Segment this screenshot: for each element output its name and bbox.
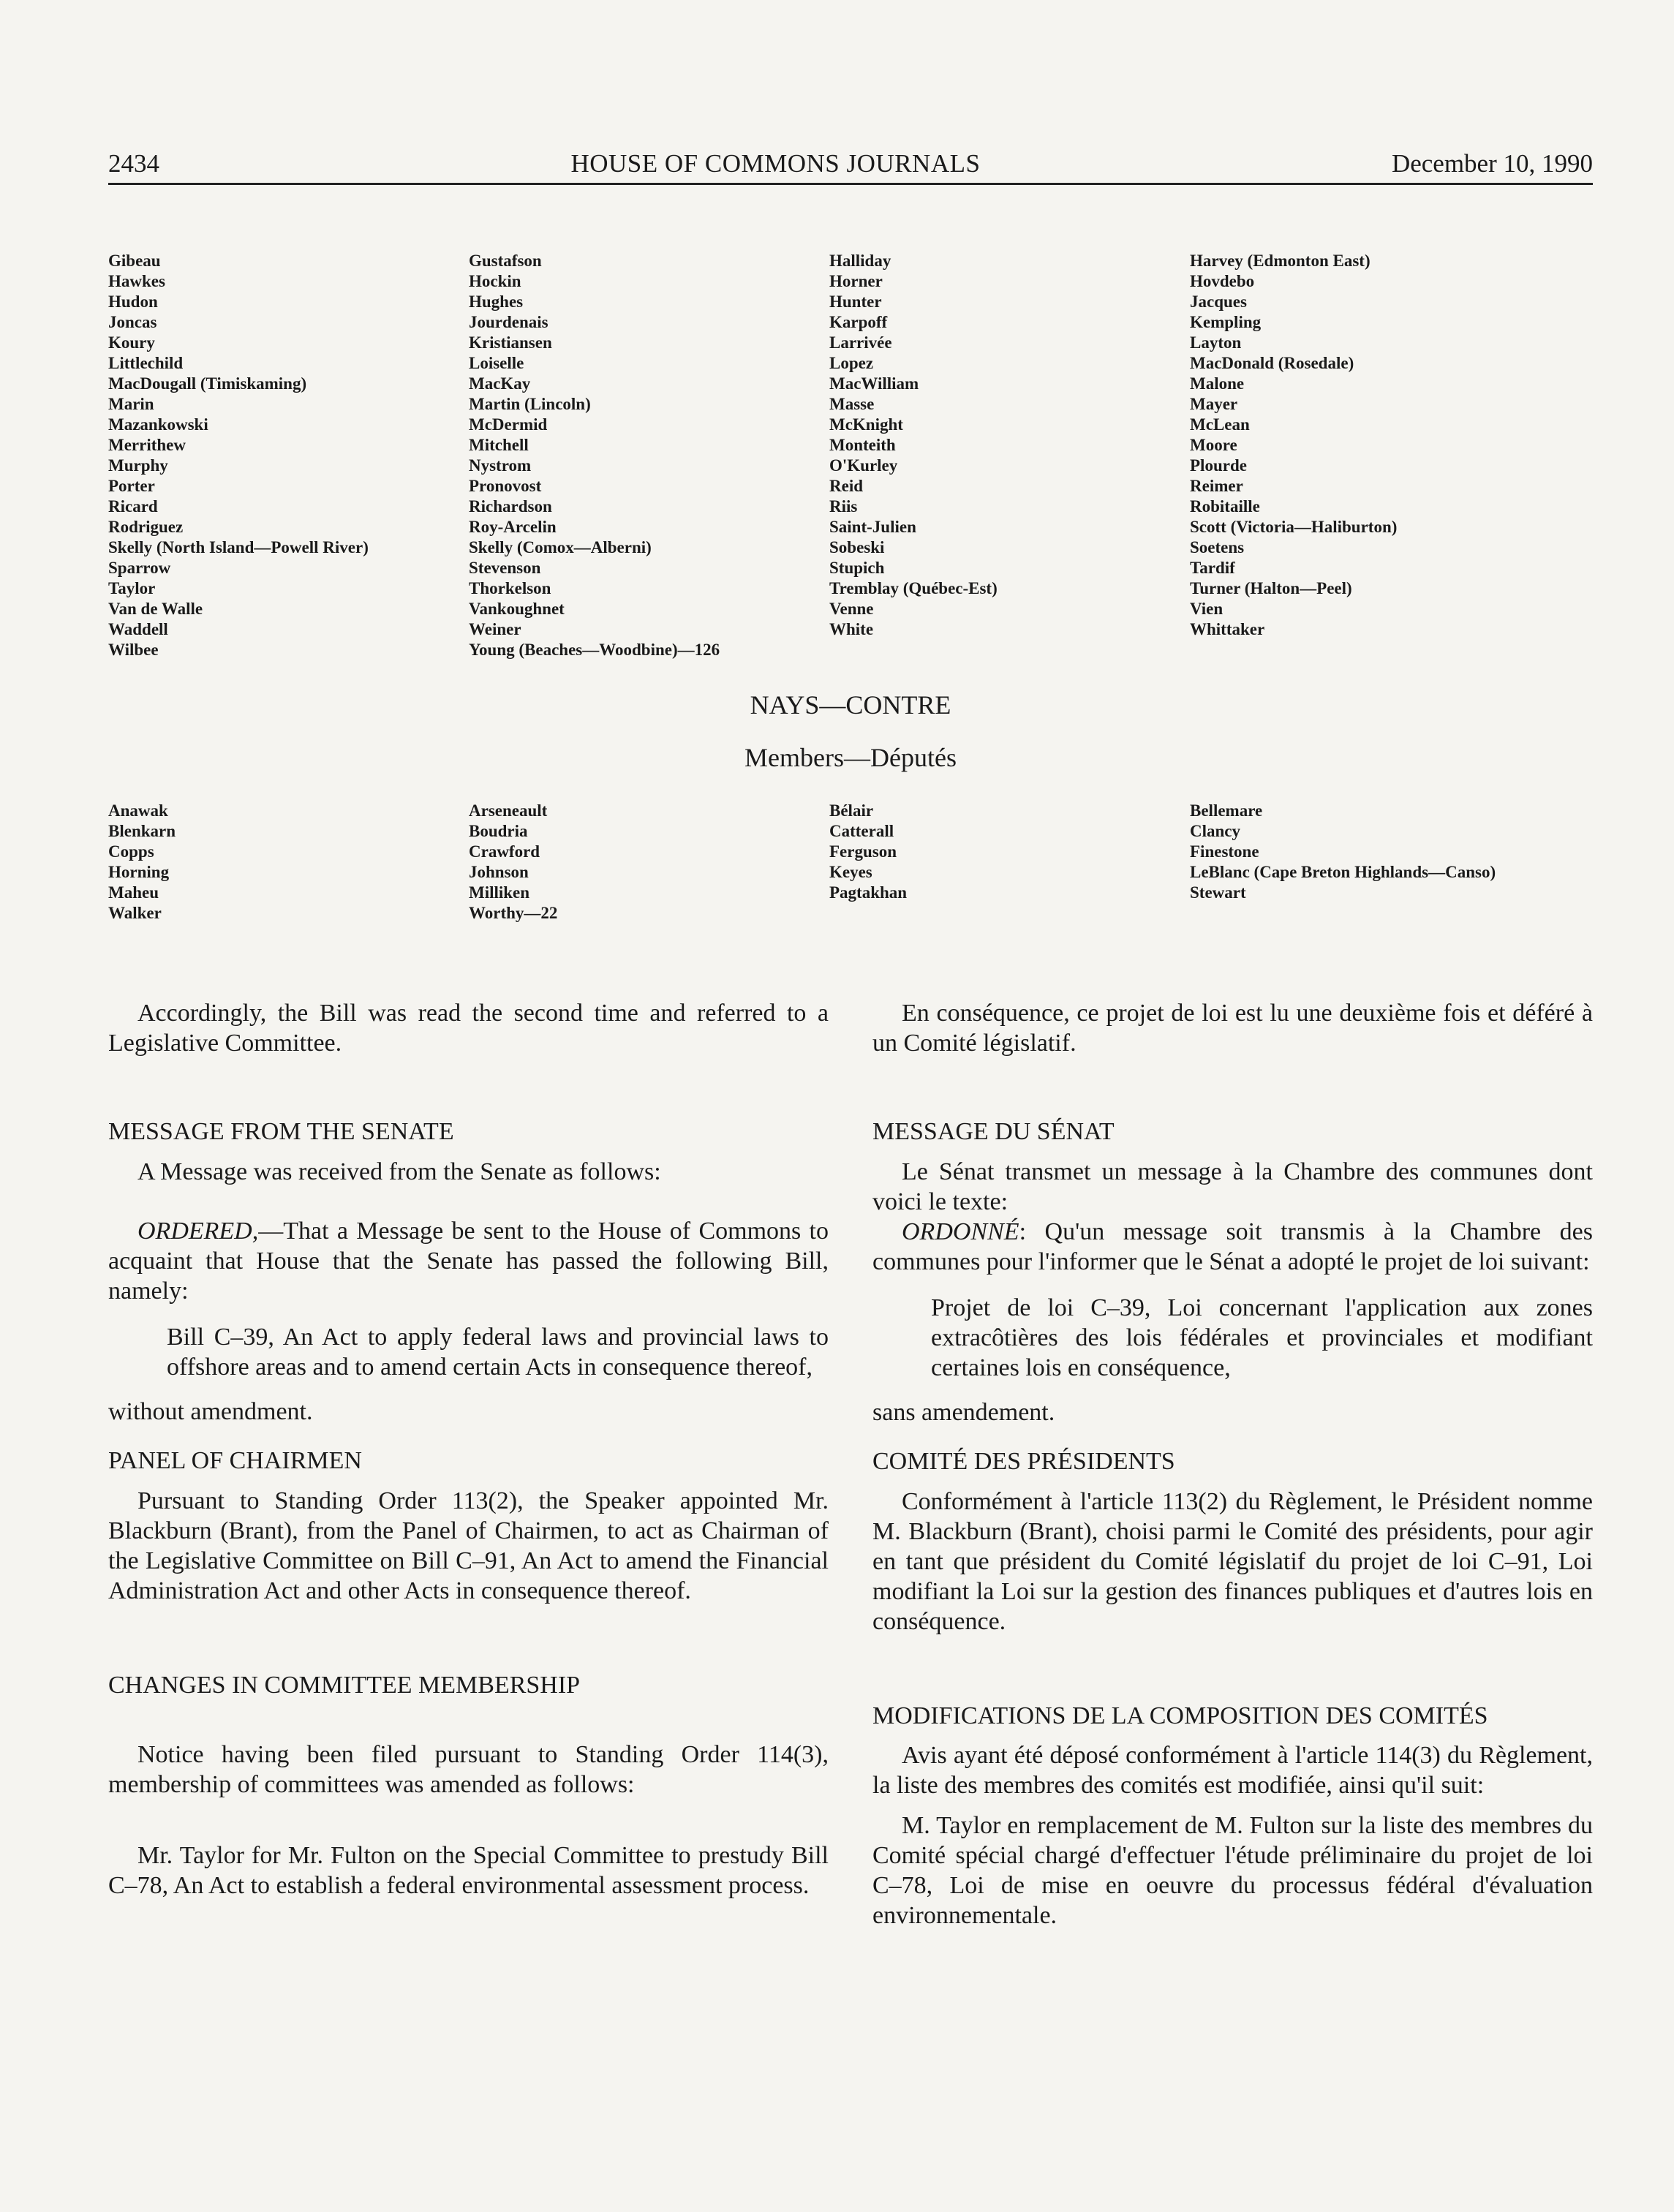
fr-changes-item: M. Taylor en remplacement de M. Fulton sur la liste des membres du Comité spécial chargé d'effectuer l'étude préliminaire du projet de loi C–78, Loi de mise en oeuvre du processus fédéral d'évaluation environnementale. bbox=[872, 1812, 1593, 1929]
journal-title: HOUSE OF COMMONS JOURNALS bbox=[570, 149, 981, 178]
member-name: Boudria bbox=[469, 822, 528, 840]
body-columns bbox=[108, 998, 1593, 1930]
panel-heading: PANEL OF CHAIRMEN bbox=[108, 1447, 362, 1474]
member-name: Pagtakhan bbox=[829, 883, 908, 902]
members-heading: Members—Députés bbox=[744, 743, 957, 772]
member-name: Maheu bbox=[108, 883, 159, 902]
member-name: Loiselle bbox=[469, 354, 524, 372]
fr-accordingly-paragraph: En conséquence, ce projet de loi est lu une deuxième fois et déféré à un Comité législatif. bbox=[872, 1000, 1593, 1057]
fr-ordered-text: : Qu'un message soit transmis à la Chambre des communes pour l'informer que le Sénat a adopté le projet de loi suivant: bbox=[872, 1218, 1593, 1275]
yeas-col-4 bbox=[1190, 251, 1550, 660]
member-name: Stupich bbox=[829, 559, 885, 577]
member-name: Mitchell bbox=[469, 436, 529, 454]
member-name: Murphy bbox=[108, 456, 168, 475]
member-name: Clancy bbox=[1190, 822, 1240, 840]
french-column bbox=[872, 998, 1593, 1930]
nays-col-2 bbox=[469, 801, 829, 943]
member-name: Johnson bbox=[469, 863, 529, 881]
member-name: Koury bbox=[108, 333, 155, 352]
member-name: O'Kurley bbox=[829, 456, 898, 475]
nays-col-3 bbox=[829, 801, 1190, 943]
member-name: Nystrom bbox=[469, 456, 532, 475]
fr-senate-message-intro: Le Sénat transmet un message à la Chambre des communes dont voici le texte: bbox=[872, 1158, 1593, 1215]
member-name: Riis bbox=[829, 497, 858, 516]
yeas-col-3 bbox=[829, 251, 1190, 660]
member-name: White bbox=[829, 620, 874, 638]
member-name: Blenkarn bbox=[108, 822, 176, 840]
senate-message-heading: MESSAGE FROM THE SENATE bbox=[108, 1118, 454, 1145]
without-amendment: without amendment. bbox=[108, 1398, 313, 1425]
member-name: MacDonald (Rosedale) bbox=[1190, 354, 1354, 372]
member-name: Hockin bbox=[469, 272, 521, 290]
fr-panel-heading: COMITÉ DES PRÉSIDENTS bbox=[872, 1448, 1175, 1475]
nays-list bbox=[108, 801, 1593, 943]
member-name: Stevenson bbox=[469, 559, 541, 577]
member-name: Monteith bbox=[829, 436, 896, 454]
member-name: Ricard bbox=[108, 497, 158, 516]
member-name: MacKay bbox=[469, 374, 531, 393]
member-name: Rodriguez bbox=[108, 518, 184, 536]
member-name: Vankoughnet bbox=[469, 600, 565, 618]
fr-bill-c39: Projet de loi C–39, Loi concernant l'application aux zones extracôtières des lois fédérales et provinciales et modifiant certaines lois en conséquence, bbox=[931, 1294, 1593, 1381]
yeas-col-1 bbox=[108, 251, 469, 660]
member-name: Masse bbox=[829, 395, 875, 413]
member-name: Keyes bbox=[829, 863, 872, 881]
member-name: Lopez bbox=[829, 354, 874, 372]
panel-paragraph: Pursuant to Standing Order 113(2), the Speaker appointed Mr. Blackburn (Brant), from the Panel of Chairmen, to act as Chairman of the Legislative Committee on Bill C–91, An Act to amend the Financial Administration Act and other Acts in consequence thereof. bbox=[108, 1487, 829, 1604]
member-name: Mazankowski bbox=[108, 415, 208, 434]
member-name: Copps bbox=[108, 842, 154, 861]
journal-date: December 10, 1990 bbox=[1391, 149, 1593, 178]
member-name: Crawford bbox=[469, 842, 540, 861]
member-name: Richardson bbox=[469, 497, 552, 516]
member-name: Stewart bbox=[1190, 883, 1246, 902]
member-name: Kempling bbox=[1190, 313, 1262, 331]
fr-ordered-paragraph bbox=[872, 1217, 1593, 1277]
member-name: Tremblay (Québec-Est) bbox=[829, 579, 998, 597]
member-name: Halliday bbox=[829, 252, 891, 270]
journal-page bbox=[108, 146, 1593, 1930]
member-name: Vien bbox=[1190, 600, 1224, 618]
nays-col-4 bbox=[1190, 801, 1550, 943]
member-name: Venne bbox=[829, 600, 874, 618]
member-name: Jourdenais bbox=[469, 313, 548, 331]
member-name: Hudon bbox=[108, 292, 158, 311]
member-name: Skelly (North Island—Powell River) bbox=[108, 538, 369, 556]
ordered-label: ORDERED, bbox=[137, 1218, 259, 1245]
ordered-text: —That a Message be sent to the House of Commons to acquaint that House that the Senate has passed the following Bill, namely: bbox=[108, 1218, 829, 1305]
member-name: Catterall bbox=[829, 822, 894, 840]
member-name: Weiner bbox=[469, 620, 521, 638]
member-name: Skelly (Comox—Alberni) bbox=[469, 538, 652, 556]
bill-c39: Bill C–39, An Act to apply federal laws and provincial laws to offshore areas and to amend certain Acts in consequence thereof, bbox=[167, 1324, 829, 1381]
member-name: Finestone bbox=[1190, 842, 1259, 861]
english-column bbox=[108, 998, 829, 1930]
member-name: Horner bbox=[829, 272, 883, 290]
member-name: Whittaker bbox=[1190, 620, 1265, 638]
member-name: Taylor bbox=[108, 579, 156, 597]
member-name: Tardif bbox=[1190, 559, 1235, 577]
member-name: Bellemare bbox=[1190, 801, 1263, 820]
member-name: Mayer bbox=[1190, 395, 1238, 413]
member-name: Robitaille bbox=[1190, 497, 1260, 516]
member-name: Walker bbox=[108, 904, 162, 922]
member-name: Roy-Arcelin bbox=[469, 518, 557, 536]
member-name: Reimer bbox=[1190, 477, 1243, 495]
member-name: Hovdebo bbox=[1190, 272, 1255, 290]
member-name: Hughes bbox=[469, 292, 524, 311]
member-name: Waddell bbox=[108, 620, 168, 638]
member-name: McKnight bbox=[829, 415, 903, 434]
fr-without-amendment: sans amendement. bbox=[872, 1399, 1055, 1426]
member-name: Kristiansen bbox=[469, 333, 552, 352]
member-name: Soetens bbox=[1190, 538, 1245, 556]
member-name: Porter bbox=[108, 477, 155, 495]
member-name: Malone bbox=[1190, 374, 1245, 393]
member-name: Scott (Victoria—Haliburton) bbox=[1190, 518, 1398, 536]
member-name: Martin (Lincoln) bbox=[469, 395, 591, 413]
member-name: Thorkelson bbox=[469, 579, 551, 597]
changes-item: Mr. Taylor for Mr. Fulton on the Special Committee to prestudy Bill C–78, An Act to establish a federal environmental assessment process. bbox=[108, 1842, 829, 1899]
fr-changes-notice: Avis ayant été déposé conformément à l'article 114(3) du Règlement, la liste des membres des comités est modifiée, ainsi qu'il suit: bbox=[872, 1742, 1593, 1799]
senate-message-intro: A Message was received from the Senate as follows: bbox=[137, 1158, 661, 1185]
member-name: Layton bbox=[1190, 333, 1242, 352]
accordingly-paragraph: Accordingly, the Bill was read the second time and referred to a Legislative Committee. bbox=[108, 1000, 829, 1057]
member-name: Horning bbox=[108, 863, 170, 881]
member-name: McLean bbox=[1190, 415, 1250, 434]
member-name: McDermid bbox=[469, 415, 548, 434]
member-name: Anawak bbox=[108, 801, 168, 820]
yeas-list bbox=[108, 251, 1593, 660]
member-name: Ferguson bbox=[829, 842, 897, 861]
member-name: Hawkes bbox=[108, 272, 165, 290]
member-name: Plourde bbox=[1190, 456, 1247, 475]
member-name: Merrithew bbox=[108, 436, 186, 454]
member-name: Worthy—22 bbox=[469, 904, 558, 922]
member-name: LeBlanc (Cape Breton Highlands—Canso) bbox=[1190, 863, 1496, 881]
member-name: Larrivée bbox=[829, 333, 892, 352]
page-header bbox=[108, 146, 1593, 185]
member-name: Moore bbox=[1190, 436, 1237, 454]
member-name: Saint-Julien bbox=[829, 518, 916, 536]
member-name: Van de Walle bbox=[108, 600, 203, 618]
member-name: Pronovost bbox=[469, 477, 542, 495]
fr-ordered-label: ORDONNÉ bbox=[902, 1218, 1019, 1245]
member-name: Young (Beaches—Woodbine)—126 bbox=[469, 641, 720, 659]
yeas-col-2 bbox=[469, 251, 829, 660]
member-name: Arseneault bbox=[469, 801, 548, 820]
member-name: MacWilliam bbox=[829, 374, 919, 393]
member-name: Wilbee bbox=[108, 641, 159, 659]
page-number: 2434 bbox=[108, 149, 159, 178]
member-name: Reid bbox=[829, 477, 863, 495]
member-name: Milliken bbox=[469, 883, 530, 902]
member-name: Marin bbox=[108, 395, 154, 413]
member-name: Turner (Halton—Peel) bbox=[1190, 579, 1352, 597]
member-name: Karpoff bbox=[829, 313, 888, 331]
nays-col-1 bbox=[108, 801, 469, 943]
member-name: Gustafson bbox=[469, 252, 542, 270]
member-name: Bélair bbox=[829, 801, 874, 820]
member-name: Sparrow bbox=[108, 559, 171, 577]
member-name: Littlechild bbox=[108, 354, 184, 372]
member-name: Jacques bbox=[1190, 292, 1247, 311]
changes-heading: CHANGES IN COMMITTEE MEMBERSHIP bbox=[108, 1672, 581, 1699]
nays-heading: NAYS—CONTRE bbox=[750, 690, 951, 720]
member-name: Gibeau bbox=[108, 252, 161, 270]
fr-changes-heading: MODIFICATIONS DE LA COMPOSITION DES COMITÉS bbox=[872, 1702, 1488, 1729]
changes-notice: Notice having been filed pursuant to Standing Order 114(3), membership of committees was amended as follows: bbox=[108, 1741, 829, 1798]
fr-panel-paragraph: Conformément à l'article 113(2) du Règlement, le Président nomme M. Blackburn (Brant), choisi parmi le Comité des présidents, pour agir en tant que président du Comité législatif du projet de loi C–91, Loi modifiant la Loi sur la gestion des finances publiques et d'autres lois en conséquence. bbox=[872, 1488, 1593, 1635]
fr-senate-message-heading: MESSAGE DU SÉNAT bbox=[872, 1118, 1115, 1145]
member-name: Hunter bbox=[829, 292, 882, 311]
member-name: MacDougall (Timiskaming) bbox=[108, 374, 307, 393]
ordered-paragraph bbox=[108, 1216, 829, 1306]
member-name: Harvey (Edmonton East) bbox=[1190, 252, 1371, 270]
member-name: Joncas bbox=[108, 313, 157, 331]
member-name: Sobeski bbox=[829, 538, 885, 556]
